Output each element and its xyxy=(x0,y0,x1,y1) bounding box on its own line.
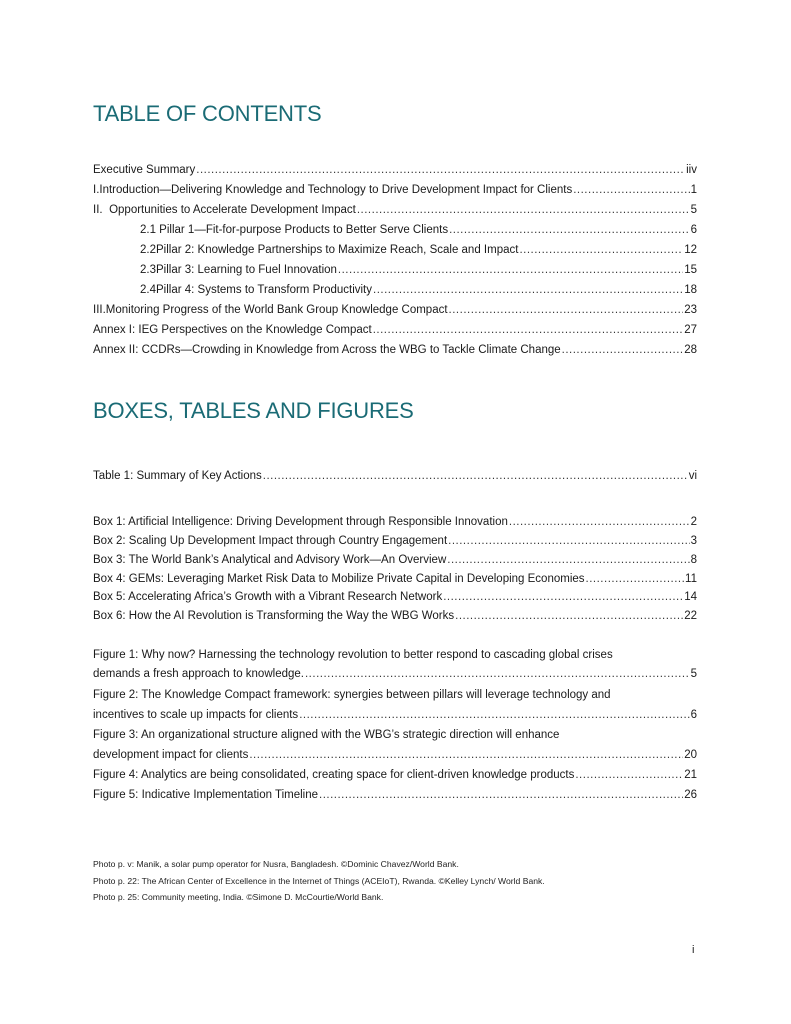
toc-heading: TABLE OF CONTENTS xyxy=(93,101,322,126)
box-entry-page: 11 xyxy=(685,573,697,585)
box-entry[interactable] xyxy=(93,590,697,604)
box-entry-text: Box 1: Artificial Intelligence: Driving Development through Responsible Innovation xyxy=(93,516,508,528)
figure-entry-text: Figure 5: Indicative Implementation Timeline xyxy=(93,789,318,801)
dot-leader xyxy=(573,183,689,197)
dot-leader xyxy=(373,283,683,297)
table-entry[interactable] xyxy=(93,469,697,483)
box-entry[interactable] xyxy=(93,609,697,623)
toc-entry-number: 2.3 xyxy=(140,264,156,276)
box-entry[interactable] xyxy=(93,572,697,586)
page-number: i xyxy=(692,944,695,956)
toc-entry-page: iiv xyxy=(686,164,697,176)
box-entry[interactable] xyxy=(93,553,697,567)
dot-leader xyxy=(196,163,685,177)
figure-entry[interactable] xyxy=(93,708,697,722)
toc-entry[interactable] xyxy=(140,283,697,297)
boxes-heading: BOXES, TABLES AND FIGURES xyxy=(93,398,414,423)
toc-entry-text: Annex II: CCDRs—Crowding in Knowledge from Across the WBG to Tackle Climate Change xyxy=(93,344,561,356)
toc-entry-page: 1 xyxy=(690,184,697,196)
toc-entry[interactable] xyxy=(93,183,697,197)
box-entry-page: 2 xyxy=(690,516,697,528)
toc-entry-number: 2.2 xyxy=(140,244,156,256)
dot-leader xyxy=(455,609,683,623)
figure-entry[interactable] xyxy=(93,788,697,802)
dot-leader xyxy=(443,590,683,604)
dot-leader xyxy=(562,343,684,357)
dot-leader xyxy=(519,243,683,257)
toc-entry[interactable] xyxy=(93,163,697,177)
dot-leader xyxy=(263,469,688,483)
toc-entry[interactable] xyxy=(93,323,697,337)
toc-entry-text: Executive Summary xyxy=(93,164,196,176)
table-entry-page: vi xyxy=(688,470,697,482)
toc-entry-number: I. xyxy=(93,184,100,196)
dot-leader xyxy=(373,323,683,337)
dot-leader xyxy=(575,768,683,782)
dot-leader xyxy=(509,515,690,529)
box-entry-page: 14 xyxy=(684,591,697,603)
box-entry-text: Box 2: Scaling Up Development Impact through Country Engagement xyxy=(93,535,448,547)
figure-entry-page: 5 xyxy=(690,668,697,680)
box-entry-text: Box 5: Accelerating Africa’s Growth with a Vibrant Research Network xyxy=(93,591,443,603)
dot-leader xyxy=(449,303,684,317)
toc-entry-text: Pillar 2: Knowledge Partnerships to Maximize Reach, Scale and Impact xyxy=(156,244,519,256)
figure-entry-page: 20 xyxy=(684,749,697,761)
figure-entry-line1[interactable]: Figure 1: Why now? Harnessing the technology revolution to better respond to cascading global crises xyxy=(93,649,613,661)
table-entry-text: Table 1: Summary of Key Actions xyxy=(93,470,262,482)
box-entry-page: 8 xyxy=(690,554,697,566)
box-entry-text: Box 4: GEMs: Leveraging Market Risk Data to Mobilize Private Capital in Developing Economies xyxy=(93,573,585,585)
photo-credit: Photo p. 25: Community meeting, India. ©Simone D. McCourtie/World Bank. xyxy=(93,892,384,902)
dot-leader xyxy=(319,788,683,802)
toc-entry-page: 28 xyxy=(684,344,697,356)
toc-entry-text: Pillar 4: Systems to Transform Productivity xyxy=(156,284,373,296)
dot-leader xyxy=(357,203,690,217)
box-entry[interactable] xyxy=(93,515,697,529)
figure-entry[interactable] xyxy=(93,667,697,681)
figure-entry-text: incentives to scale up impacts for clients xyxy=(93,709,299,721)
toc-entry-page: 18 xyxy=(684,284,697,296)
dot-leader xyxy=(586,572,685,586)
figure-entry[interactable] xyxy=(93,748,697,762)
dot-leader xyxy=(249,748,683,762)
toc-entry-page: 15 xyxy=(684,264,697,276)
toc-entry-page: 5 xyxy=(690,204,697,216)
box-entry-text: Box 6: How the AI Revolution is Transforming the Way the WBG Works xyxy=(93,610,455,622)
dot-leader xyxy=(299,708,689,722)
figure-entry-text: demands a fresh approach to knowledge. xyxy=(93,668,304,680)
dot-leader xyxy=(305,667,690,681)
figure-entry-text: development impact for clients xyxy=(93,749,249,761)
toc-entry-text: Annex I: IEG Perspectives on the Knowledge Compact xyxy=(93,324,372,336)
box-entry-text: Box 3: The World Bank’s Analytical and Advisory Work—An Overview xyxy=(93,554,447,566)
toc-entry-number: II. xyxy=(93,204,103,216)
figure-entry-page: 6 xyxy=(690,709,697,721)
toc-entry-text: Opportunities to Accelerate Development Impact xyxy=(109,204,356,216)
dot-leader xyxy=(449,223,690,237)
box-entry-page: 22 xyxy=(684,610,697,622)
figure-entry-page: 26 xyxy=(684,789,697,801)
figure-entry-line1[interactable]: Figure 3: An organizational structure aligned with the WBG’s strategic direction will enhance xyxy=(93,729,560,741)
toc-entry[interactable] xyxy=(93,303,697,317)
toc-entry-text: Monitoring Progress of the World Bank Group Knowledge Compact xyxy=(105,304,448,316)
toc-entry-page: 27 xyxy=(684,324,697,336)
figure-entry-text: Figure 4: Analytics are being consolidated, creating space for client-driven knowledge products xyxy=(93,769,575,781)
figure-entry[interactable] xyxy=(93,768,697,782)
box-entry-page: 3 xyxy=(690,535,697,547)
toc-entry-number: 2.4 xyxy=(140,284,156,296)
toc-entry-text: Pillar 3: Learning to Fuel Innovation xyxy=(156,264,337,276)
toc-entry[interactable] xyxy=(140,223,697,237)
figure-entry-page: 21 xyxy=(684,769,697,781)
toc-entry-text: Introduction—Delivering Knowledge and Technology to Drive Development Impact for Clients xyxy=(99,184,573,196)
toc-entry-number: III. xyxy=(93,304,106,316)
figure-entry-line1[interactable]: Figure 2: The Knowledge Compact framework: synergies between pillars will leverage technology and xyxy=(93,689,611,701)
toc-entry[interactable] xyxy=(93,203,697,217)
toc-entry[interactable] xyxy=(93,343,697,357)
dot-leader xyxy=(447,553,689,567)
toc-entry-page: 12 xyxy=(684,244,697,256)
toc-entry-page: 23 xyxy=(684,304,697,316)
toc-entry-page: 6 xyxy=(690,224,697,236)
box-entry[interactable] xyxy=(93,534,697,548)
photo-credit: Photo p. v: Manik, a solar pump operator for Nusra, Bangladesh. ©Dominic Chavez/World Bank. xyxy=(93,859,459,869)
toc-entry[interactable] xyxy=(140,263,697,277)
dot-leader xyxy=(338,263,683,277)
photo-credit: Photo p. 22: The African Center of Excellence in the Internet of Things (ACEIoT), Rwanda. ©Kelley Lynch/ World Bank. xyxy=(93,876,545,886)
dot-leader xyxy=(448,534,689,548)
toc-entry-text: 2.1 Pillar 1—Fit-for-purpose Products to Better Serve Clients xyxy=(140,224,449,236)
toc-entry[interactable] xyxy=(140,243,697,257)
